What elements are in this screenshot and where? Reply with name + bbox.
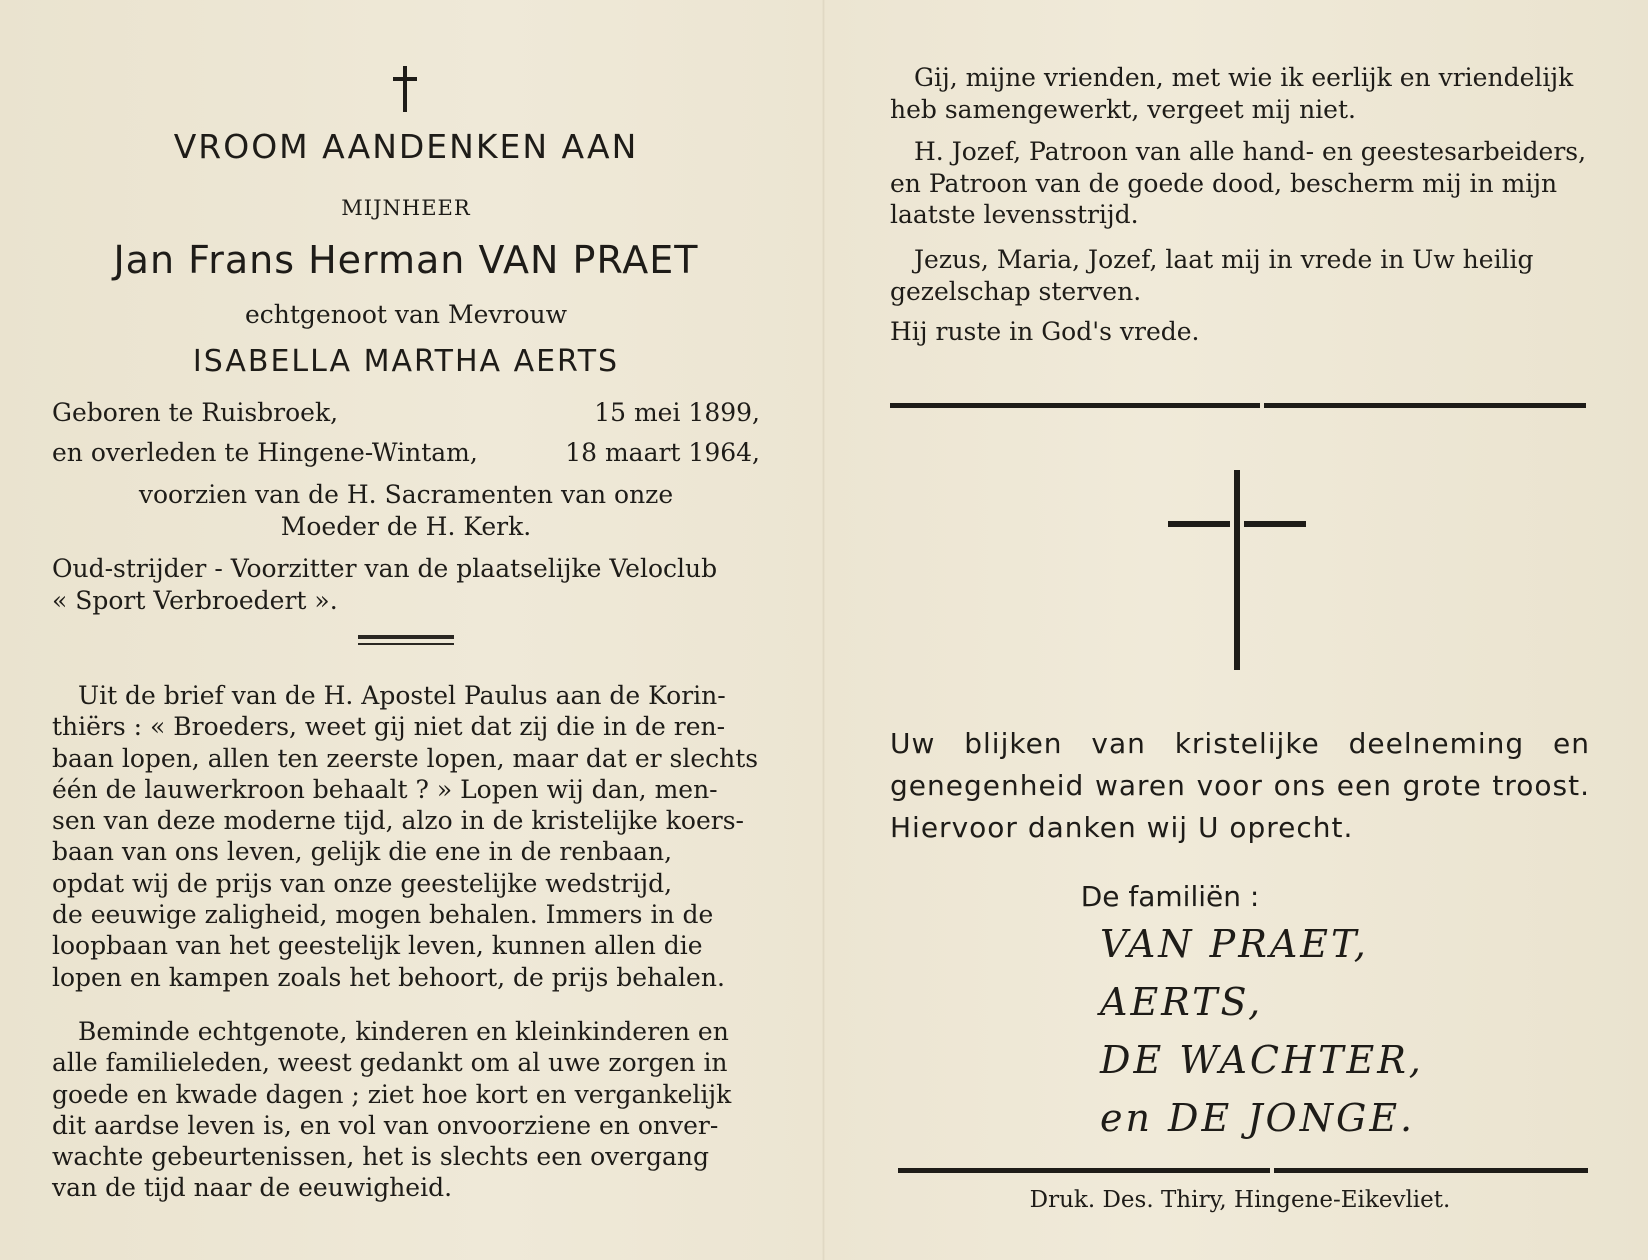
text-line: dit aardse leven is, en vol van onvoorziene en onver- [52, 1110, 719, 1140]
thanks-paragraph [890, 723, 1590, 849]
text-line: Hiervoor danken wij U oprecht. [890, 811, 1354, 844]
spouse-intro: echtgenoot van Mevrouw [244, 300, 568, 329]
card-fold [822, 0, 825, 1260]
role-line-1: Oud-strijder - Voorzitter van de plaatselijke Veloclub [52, 554, 718, 583]
text-line: gezelschap sterven. [890, 276, 1142, 306]
divider-rule [898, 1168, 1270, 1173]
text-line: loopbaan van het geestelijk leven, kunnen allen die [52, 931, 703, 961]
deceased-name: Jan Frans Herman VAN PRAET [113, 238, 699, 282]
family-name: en DE JONGE. [1100, 1096, 1416, 1140]
text-line: de eeuwige zaligheid, mogen behalen. Immers in de [52, 900, 714, 930]
text-line: alle familieleden, weest gedankt om al uwe zorgen in [52, 1048, 728, 1078]
sacraments-line-1: voorzien van de H. Sacramenten van onze [138, 480, 674, 509]
families-label: De familiën : [1080, 880, 1260, 913]
friends-paragraph [890, 62, 1590, 125]
text-line: en Patroon van de goede dood, bescherm mij in mijn [890, 168, 1558, 198]
text-line: laatste levensstrijd. [890, 200, 1139, 229]
cross-icon [385, 66, 425, 112]
text-line: Uit de brief van de H. Apostel Paulus aan de Korin- [78, 681, 726, 710]
card-title: VROOM AANDENKEN AAN [173, 127, 639, 166]
text-line: genegenheid waren voor ons een grote troost. [890, 769, 1590, 802]
text-line: baan van ons leven, gelijk die ene in de renbaan, [52, 837, 673, 867]
epistle-paragraph [52, 680, 760, 993]
spouse-name: ISABELLA MARTHA AERTS [192, 344, 620, 379]
text-line: opdat wij de prijs van onze geestelijke wedstrijd, [52, 868, 673, 898]
joseph-paragraph [890, 136, 1590, 231]
honorific: MIJNHEER [341, 196, 471, 220]
text-line: lopen en kampen zoals het behoort, de prijs behalen. [52, 962, 725, 992]
double-divider [358, 635, 454, 645]
jmj-paragraph [890, 244, 1590, 307]
text-line: thiërs : « Broeders, weet gij niet dat zij die in de ren- [52, 712, 726, 742]
divider-rule [1264, 403, 1586, 408]
rest-in-peace: Hij ruste in God's vrede. [890, 317, 1200, 346]
text-line: Gij, mijne vrienden, met wie ik eerlijk en vriendelijk [914, 63, 1574, 92]
family-name: VAN PRAET, [1100, 922, 1369, 966]
printer-credit: Druk. Des. Thiry, Hingene-Eikevliet. [1029, 1187, 1451, 1213]
birth-place: Geboren te Ruisbroek, [52, 398, 339, 427]
text-line: van de tijd naar de eeuwigheid. [52, 1173, 453, 1203]
left-panel [52, 0, 760, 1260]
text-line: baan lopen, allen ten zeerste lopen, maar dat er slechts [52, 743, 759, 773]
divider-rule [1274, 1168, 1588, 1173]
text-line: sen van deze moderne tijd, alzo in de kristelijke koers- [52, 806, 744, 836]
birth-row [52, 398, 760, 427]
role-line-2: « Sport Verbroedert ». [52, 586, 338, 615]
farewell-paragraph [52, 1016, 760, 1204]
death-date: 18 maart 1964, [565, 438, 760, 467]
text-line: Uw blijken van kristelijke deelneming en [890, 727, 1590, 760]
birth-date: 15 mei 1899, [594, 398, 760, 427]
divider-rule [890, 403, 1260, 408]
text-line: heb samengewerkt, vergeet mij niet. [890, 94, 1356, 124]
right-panel [890, 0, 1590, 1260]
cross-icon [1168, 470, 1308, 670]
family-name: AERTS, [1100, 980, 1264, 1024]
death-place: en overleden te Hingene-Wintam, [52, 438, 478, 467]
family-name: DE WACHTER, [1100, 1038, 1424, 1082]
text-line: H. Jozef, Patroon van alle hand- en geestesarbeiders, [914, 137, 1587, 166]
text-line: Jezus, Maria, Jozef, laat mij in vrede in Uw heilig [914, 245, 1534, 274]
sacraments-line-2: Moeder de H. Kerk. [280, 512, 532, 541]
text-line: één de lauwerkroon behaalt ? » Lopen wij dan, men- [52, 774, 718, 804]
text-line: goede en kwade dagen ; ziet hoe kort en vergankelijk [52, 1079, 732, 1109]
text-line: Beminde echtgenote, kinderen en kleinkinderen en [78, 1017, 729, 1046]
death-row [52, 438, 760, 467]
text-line: wachte gebeurtenissen, het is slechts een overgang [52, 1142, 710, 1172]
